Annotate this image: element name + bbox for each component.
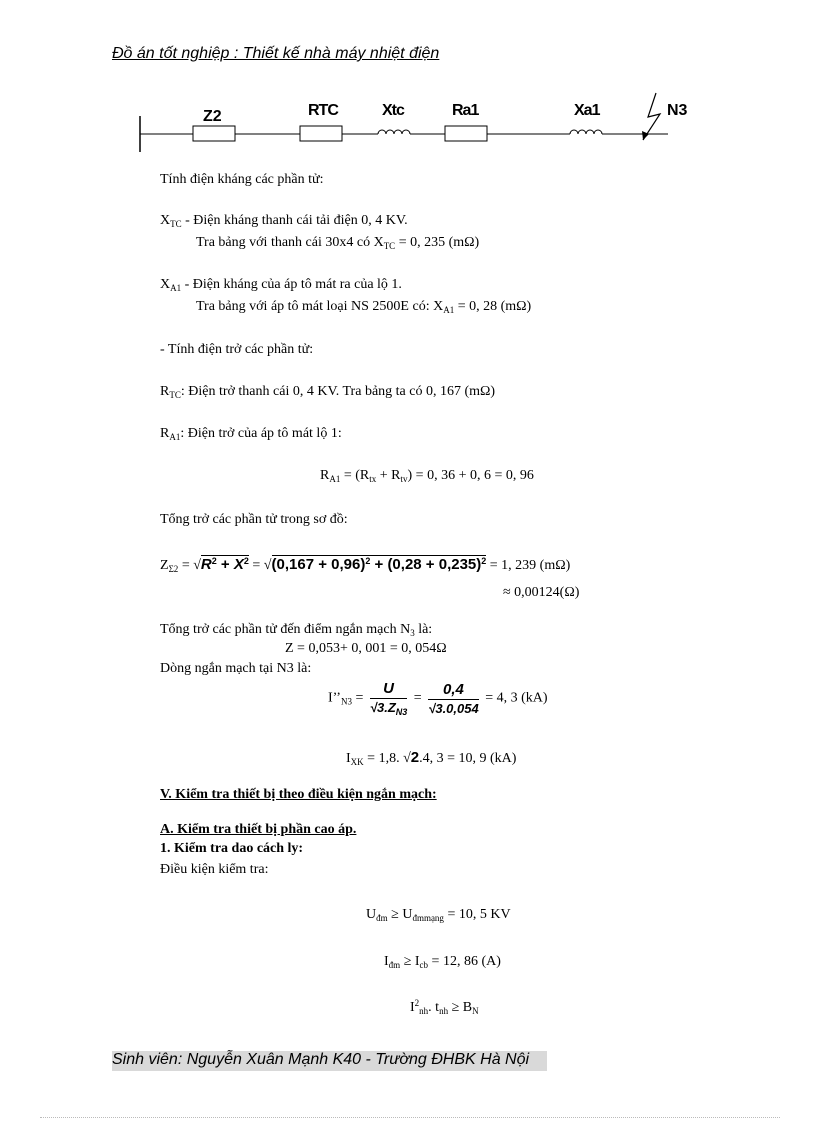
xtc-table-value: Tra bảng với thanh cái 30x4 có $X_{TC} = 0$, 235 (mΩ) — [196, 235, 480, 251]
ixk-equation: $I_{XK} = 1,8$. √2.4, 3 = 10, 9 (kA) — [346, 749, 517, 767]
label-ra1: Ra1 — [452, 102, 479, 119]
text-line: Tổng trở các phần tử trong sơ đồ: — [160, 512, 348, 527]
label-rtc: RTC — [308, 102, 338, 119]
label-z2: Z2 — [203, 108, 222, 125]
ra1-definition: $R_{A1}$: Điện trở của áp tô mát lộ 1: — [160, 426, 342, 442]
z-sum-approx: ≈ 0,00124(Ω) — [503, 585, 580, 600]
text-line: - Tính điện trở các phần tử: — [160, 342, 314, 357]
xtc-definition: $X_{TC}$ - Điện kháng thanh cái tải điện 0, 4 KV. — [160, 213, 408, 229]
z-sum-equation: $Z_{\Sigma 2} = √R^2 + X^2 = √(0,167 + 0,96)^2 + (0,28 + 0,235)^2 = 1$, 239 (mΩ) — [160, 556, 571, 574]
condition-thermal: $I^2_{nh}$. $t_{nh} \ge B_N$ — [410, 998, 479, 1016]
text-line: Tổng trở các phần tử đến điểm ngắn mạch $N_3$ là: — [160, 622, 433, 638]
subsection-heading-1: 1. Kiểm tra dao cách ly: — [160, 841, 304, 856]
xtc-inductor — [378, 130, 410, 134]
xa1-table-value: Tra bảng với áp tô mát loại NS 2500E có: $X_{A1} = 0$, 28 (mΩ) — [196, 299, 532, 315]
short-circuit-current-equation: $I’’_{N3}$ = $\frac{U}{√3.Z_{N3}}$ = $\frac{0,4}{√3.0,054}$ = 4, 3 (kA) — [328, 680, 548, 717]
page-bottom-border — [40, 1117, 780, 1118]
text-line: Điều kiện kiểm tra: — [160, 862, 269, 877]
ra1-equation: $R_{A1} = (R_{tx} + R_{tv}) = 0$, 36 + 0, 6 = 0, 96 — [320, 468, 534, 484]
text-line: Tính điện kháng các phần tử: — [160, 172, 324, 187]
label-xtc: Xtc — [382, 102, 404, 119]
label-n3: N3 — [667, 102, 688, 119]
ra1-resistor — [445, 126, 487, 141]
rtc-definition: $R_{TC}$: Điện trở thanh cái 0, 4 KV. Tra bảng ta có 0, 167 (mΩ) — [160, 384, 496, 400]
condition-current: $I_{đm} \ge I_{cb} = 12$, 86 (A) — [384, 954, 501, 970]
page-footer: Sinh viên: Nguyễn Xuân Mạnh K40 - Trường ĐHBK Hà Nội — [112, 1051, 547, 1071]
section-heading-a: A. Kiểm tra thiết bị phần cao áp. — [160, 822, 357, 837]
text-line: Dòng ngắn mạch tại N3 là: — [160, 661, 312, 676]
section-heading-v: V. Kiểm tra thiết bị theo điều kiện ngắn mạch: — [160, 787, 437, 802]
page-header: Đồ án tốt nghiệp : Thiết kế nhà máy nhiệt điện — [112, 45, 440, 62]
condition-voltage: $U_{đm} \ge U_{đmmạng} = 10$, 5 KV — [366, 907, 511, 923]
xa1-definition: $X_{A1}$ - Điện kháng của áp tô mát ra của lộ 1. — [160, 277, 402, 293]
label-xa1: Xa1 — [574, 102, 600, 119]
z2-resistor — [193, 126, 235, 141]
rtc-resistor — [300, 126, 342, 141]
z-total-equation: Z = 0,053+ 0, 001 = 0, 054Ω — [285, 641, 447, 656]
xa1-inductor — [570, 130, 602, 134]
circuit-diagram — [0, 0, 816, 160]
